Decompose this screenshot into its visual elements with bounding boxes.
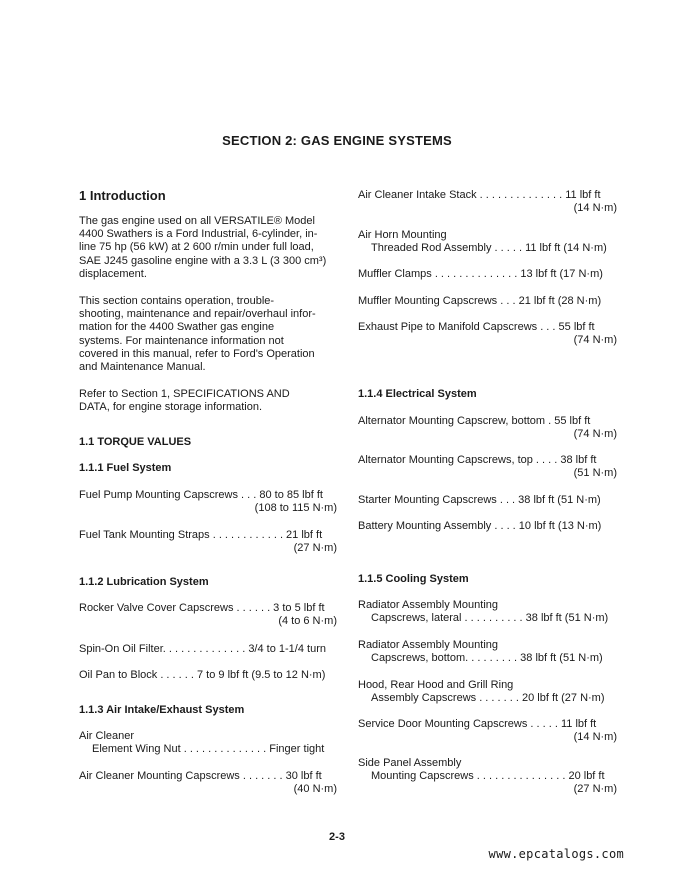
spec-line: Capscrews, lateral . . . . . . . . . . 38 lbf ft (51 N·m)	[371, 612, 609, 624]
intro-heading: 1 Introduction	[79, 188, 166, 203]
spec-line: Muffler Clamps . . . . . . . . . . . . . . 13 lbf ft (17 N·m)	[358, 268, 603, 280]
watermark-url: www.epcatalogs.com	[488, 847, 624, 861]
spec-line: Fuel Pump Mounting Capscrews . . . 80 to 85 lbf ft	[79, 489, 323, 501]
spec-line: Rocker Valve Cover Capscrews . . . . . . 3 to 5 lbf ft	[79, 602, 325, 614]
spec-metric: (108 to 115 N·m)	[254, 502, 337, 514]
spec-line: Exhaust Pipe to Manifold Capscrews . . . 55 lbf ft	[358, 321, 595, 333]
spec-line: Air Cleaner	[79, 730, 135, 742]
spec-metric: (27 N·m)	[573, 783, 617, 795]
text-line: Refer to Section 1, SPECIFICATIONS AND	[79, 388, 290, 400]
spec-line: Air Cleaner Mounting Capscrews . . . . . . . 30 lbf ft	[79, 770, 322, 782]
spec-line: Air Cleaner Intake Stack . . . . . . . . . . . . . . 11 lbf ft	[358, 189, 601, 201]
spec-line: Mounting Capscrews . . . . . . . . . . . . . . . 20 lbf ft	[371, 770, 605, 782]
spec-metric: (14 N·m)	[573, 202, 617, 214]
spec-metric: (40 N·m)	[293, 783, 337, 795]
text-line: The gas engine used on all VERSATILE® Model	[79, 215, 315, 227]
spec-line: Assembly Capscrews . . . . . . . 20 lbf ft (27 N·m)	[371, 692, 605, 704]
spec-line: Air Horn Mounting	[358, 229, 447, 241]
text-line: This section contains operation, trouble-	[79, 295, 275, 307]
spec-metric: (74 N·m)	[573, 334, 617, 346]
spec-line: Fuel Tank Mounting Straps . . . . . . . . . . . . 21 lbf ft	[79, 529, 323, 541]
spec-line: Battery Mounting Assembly . . . . 10 lbf ft (13 N·m)	[358, 520, 602, 532]
spec-metric: (14 N·m)	[573, 731, 617, 743]
spec-metric: (4 to 6 N·m)	[278, 615, 337, 627]
spec-line: Threaded Rod Assembly . . . . . 11 lbf ft (14 N·m)	[371, 242, 607, 254]
spec-line: Alternator Mounting Capscrews, top . . . . 38 lbf ft	[358, 454, 597, 466]
spec-metric: (27 N·m)	[293, 542, 337, 554]
cooling-system-heading: 1.1.5 Cooling System	[358, 573, 469, 585]
electrical-system-heading: 1.1.4 Electrical System	[358, 388, 477, 400]
section-title: SECTION 2: GAS ENGINE SYSTEMS	[222, 133, 452, 148]
text-line: 4400 Swathers is a Ford Industrial, 6-cylinder, in-	[79, 228, 318, 240]
spec-line: Spin-On Oil Filter. . . . . . . . . . . . . . 3/4 to 1-1/4 turn	[79, 643, 326, 655]
text-line: covered in this manual, refer to Ford's Operation	[79, 348, 315, 360]
fuel-system-heading: 1.1.1 Fuel System	[79, 462, 172, 474]
spec-line: Oil Pan to Block . . . . . . 7 to 9 lbf ft (9.5 to 12 N·m)	[79, 669, 326, 681]
torque-values-heading: 1.1 TORQUE VALUES	[79, 436, 192, 448]
spec-metric: (74 N·m)	[573, 428, 617, 440]
spec-line: Hood, Rear Hood and Grill Ring	[358, 679, 514, 691]
page-number: 2-3	[329, 831, 345, 843]
text-line: displacement.	[79, 268, 147, 280]
spec-line: Radiator Assembly Mounting	[358, 639, 499, 651]
spec-line: Capscrews, bottom. . . . . . . . . 38 lbf ft (51 N·m)	[371, 652, 603, 664]
spec-line: Element Wing Nut . . . . . . . . . . . . . . Finger tight	[92, 743, 325, 755]
air-intake-exhaust-heading: 1.1.3 Air Intake/Exhaust System	[79, 704, 245, 716]
spec-line: Alternator Mounting Capscrew, bottom . 55 lbf ft	[358, 415, 591, 427]
text-line: line 75 hp (56 kW) at 2 600 r/min under full load,	[79, 241, 314, 253]
spec-line: Radiator Assembly Mounting	[358, 599, 499, 611]
spec-line: Starter Mounting Capscrews . . . 38 lbf ft (51 N·m)	[358, 494, 601, 506]
lubrication-system-heading: 1.1.2 Lubrication System	[79, 576, 209, 588]
text-line: mation for the 4400 Swather gas engine	[79, 321, 275, 333]
text-line: DATA, for engine storage information.	[79, 401, 263, 413]
text-line: systems. For maintenance information not	[79, 335, 284, 347]
text-line: shooting, maintenance and repair/overhaul infor-	[79, 308, 316, 320]
spec-line: Service Door Mounting Capscrews . . . . . 11 lbf ft	[358, 718, 597, 730]
spec-line: Muffler Mounting Capscrews . . . 21 lbf ft (28 N·m)	[358, 295, 602, 307]
spec-line: Side Panel Assembly	[358, 757, 462, 769]
text-line: and Maintenance Manual.	[79, 361, 206, 373]
text-line: SAE J245 gasoline engine with a 3.3 L (3 300 cm³)	[79, 255, 327, 267]
spec-metric: (51 N·m)	[573, 467, 617, 479]
